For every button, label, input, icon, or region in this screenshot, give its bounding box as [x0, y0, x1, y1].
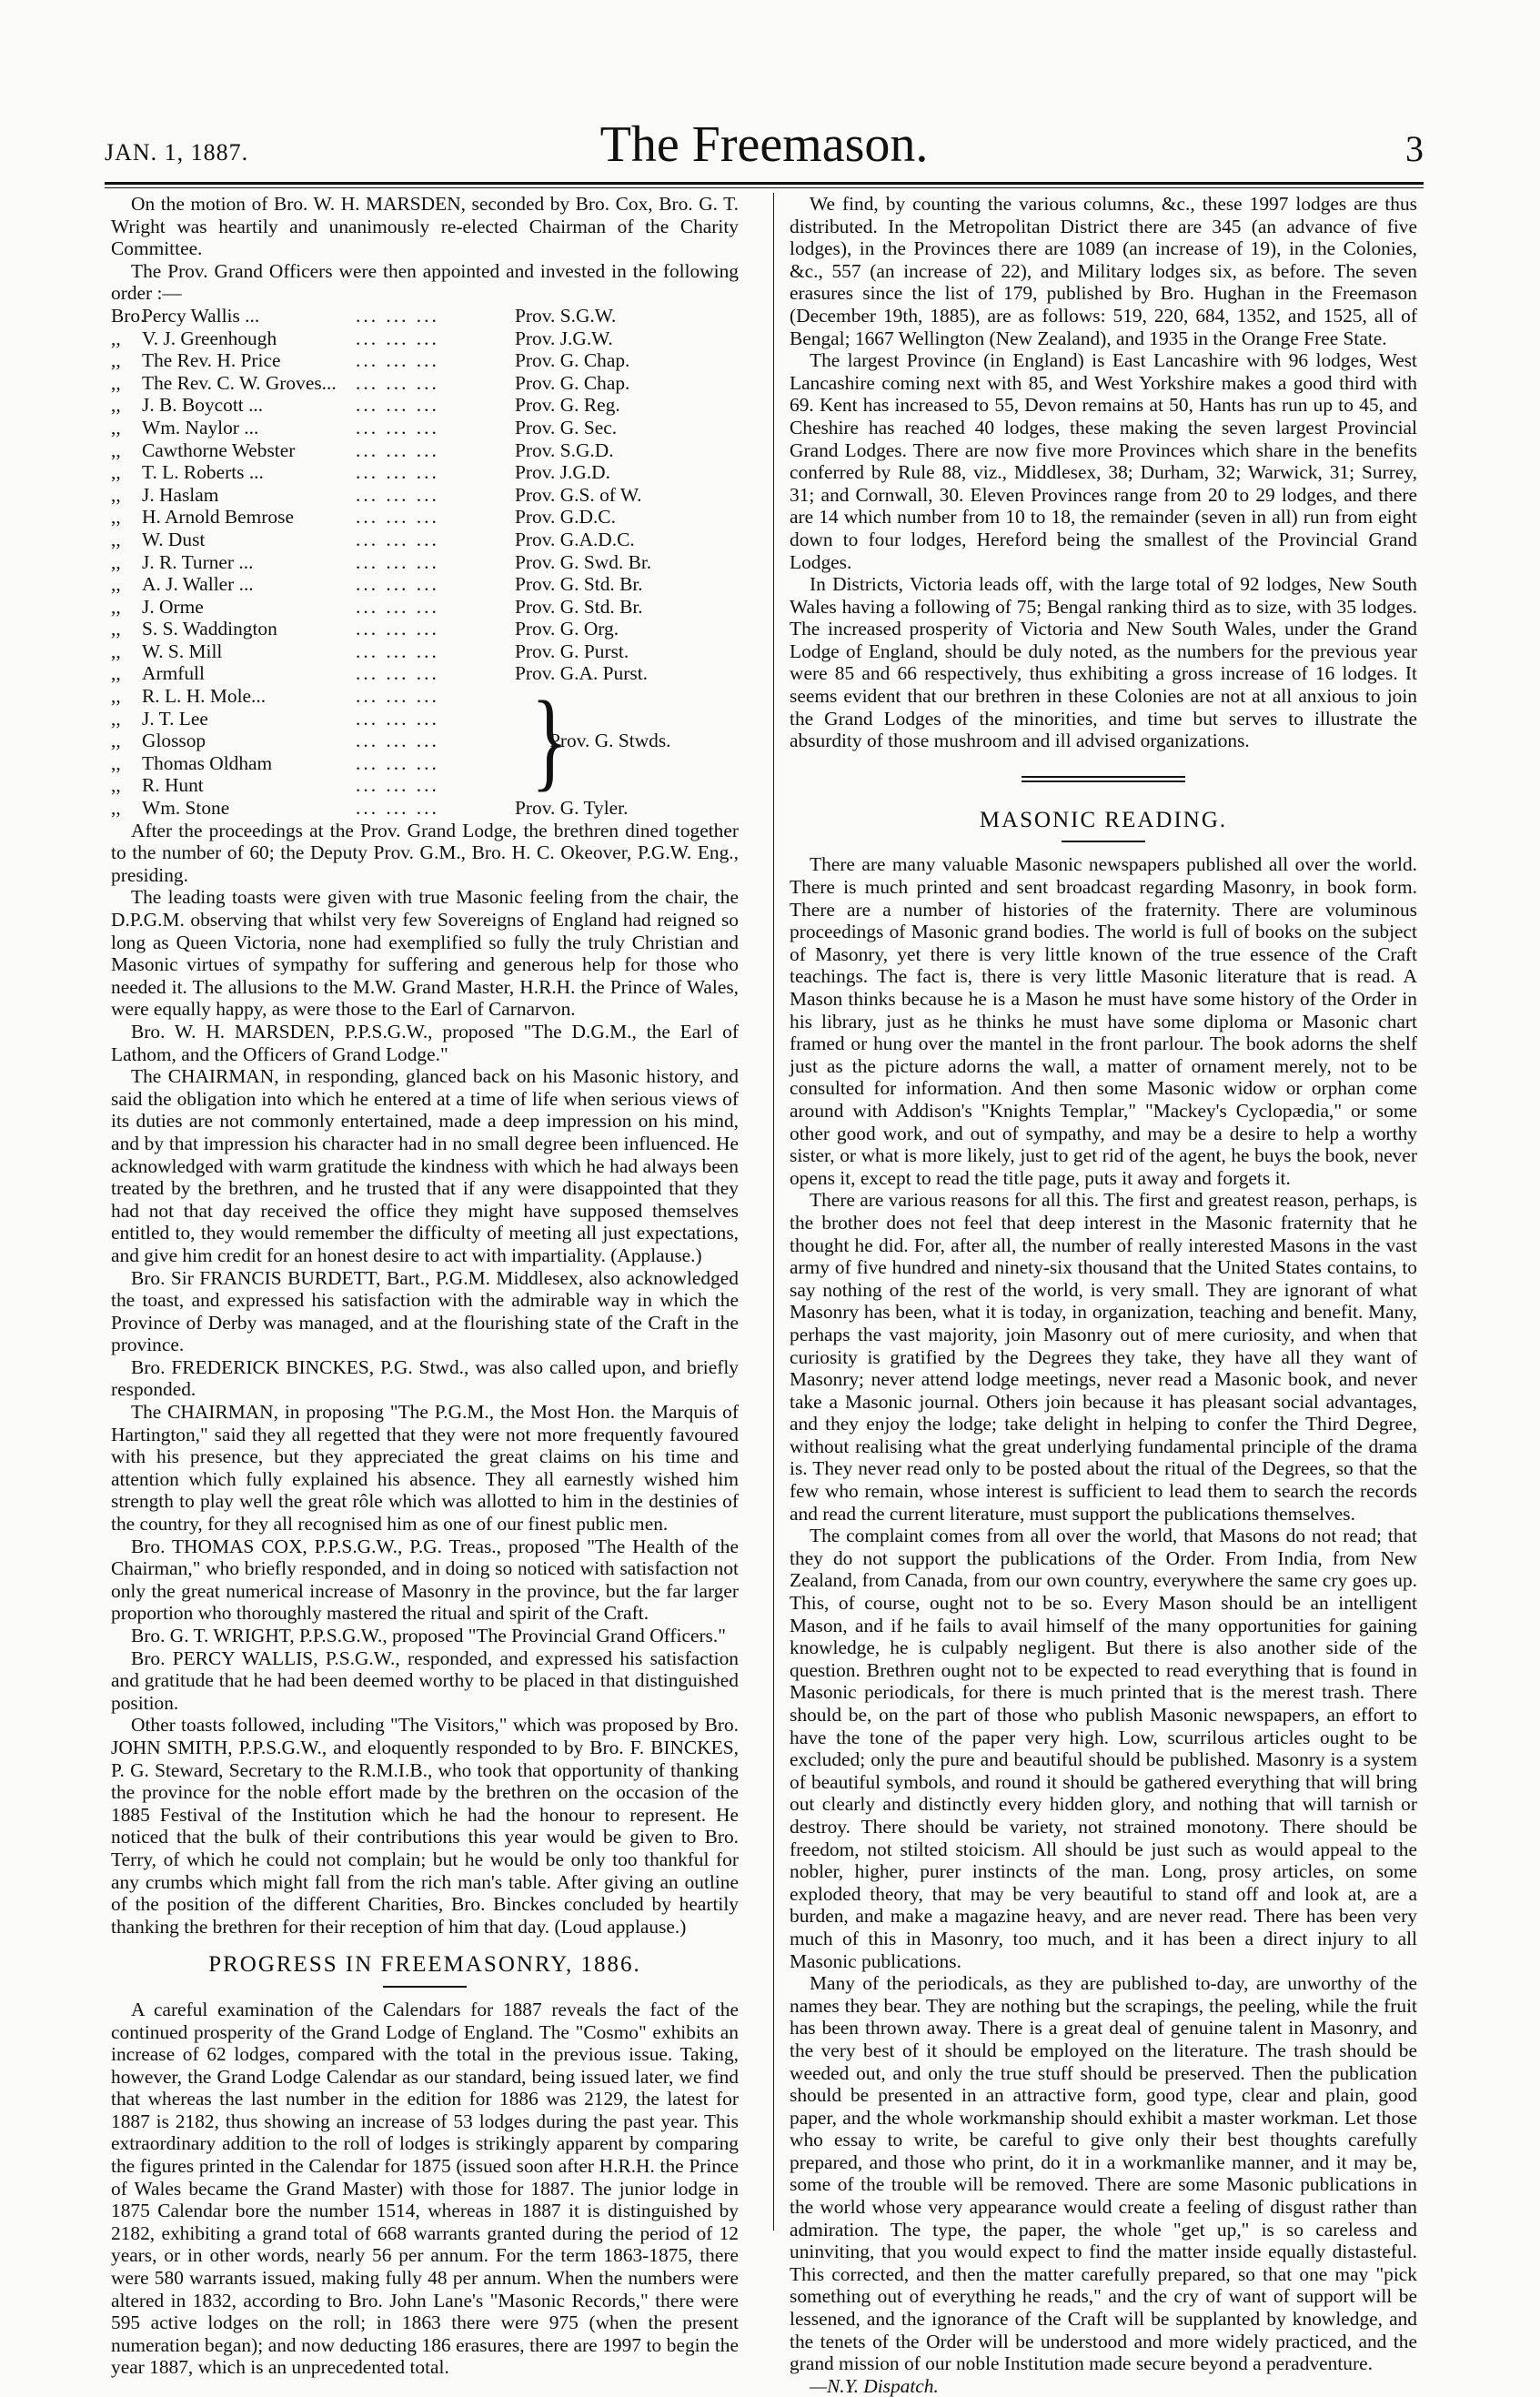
- ditto-mark: ,,: [111, 640, 121, 662]
- leader-dots: ... ... ...: [356, 640, 439, 662]
- header-rule-thin: [105, 187, 1424, 188]
- officer-name: The Rev. H. Price: [142, 349, 281, 372]
- officer-row: [111, 506, 739, 529]
- paragraph: In Districts, Victoria leads off, with the large total of 92 lodges, New South Wales having a following of 75; Bengal ranking third as to size, with 35 lodges. The increased prosperity of Victoria and New South Wales, under the Grand Lodge of England, should be duly noted, as the numbers for the previous year were 85 and 66 respectively, thus exhibiting a gross increase of 16 lodges. It seems evident that our brethren in these Colonies are not at all anxious to join the Grand Lodges of the minorities, and time but serves to illustrate the absurdity of those mushroom and ill advised organizations.: [790, 573, 1417, 752]
- leader-dots: ... ... ...: [356, 751, 439, 774]
- officer-row: [111, 774, 531, 797]
- ditto-mark: ,,: [111, 751, 121, 774]
- paragraph: On the motion of Bro. W. H. MARSDEN, seconded by Bro. Cox, Bro. G. T. Wright was heartily and unanimously re-elected Chairman of the Charity Committee.: [111, 193, 739, 260]
- leader-dots: ... ... ...: [356, 416, 439, 438]
- officer-row: [111, 551, 739, 574]
- officer-name: J. Haslam: [142, 483, 219, 506]
- officer-office: Prov. G.S. of W.: [515, 483, 642, 506]
- ditto-mark: ,,: [111, 416, 121, 438]
- issue-date: JAN. 1, 1887.: [105, 139, 249, 166]
- ditto-mark: ,,: [111, 506, 121, 529]
- paragraph: We find, by counting the various columns, &c., these 1997 lodges are thus distributed. In the Metropolitan District there are 345 (an advance of five lodges), in the Provinces there are 1089 (an increase of 19), in the Colonies, &c., 557 (an increase of 22), and Military lodges six, as before. The seven erasures since the list of 179, published by Bro. Hughan in the Freemason (December 19th, 1885), are as follows: 519, 220, 684, 1352, and 1525, all of Bengal; 1667 Wellington (New Zealand), and 1935 in the Orange Free State.: [790, 193, 1417, 349]
- ditto-mark: ,,: [111, 394, 121, 417]
- leader-dots: ... ... ...: [356, 506, 439, 529]
- leader-dots: ... ... ...: [356, 394, 439, 417]
- leader-dots: ... ... ...: [356, 371, 439, 394]
- ditto-mark: ,,: [111, 483, 121, 506]
- leader-dots: ... ... ...: [356, 349, 439, 372]
- officer-name: S. S. Waddington: [142, 618, 277, 640]
- officer-name: The Rev. C. W. Groves...: [142, 371, 337, 394]
- officer-row: [111, 685, 531, 708]
- officer-office: Prov. G. Org.: [515, 618, 619, 640]
- officer-name: T. L. Roberts ...: [142, 461, 264, 484]
- officer-name: W. Dust: [142, 528, 206, 550]
- ditto-mark: ,,: [111, 730, 121, 752]
- officer-row: [111, 417, 739, 439]
- paragraph: Bro. THOMAS COX, P.P.S.G.W., P.G. Treas., proposed "The Health of the Chairman," who briefly responded, and in doing so noticed with satisfaction not only the great numerical increase of Masonry in the province, but the far larger proportion who thoroughly mastered the ritual and spirit of the Craft.: [111, 1535, 739, 1625]
- page-number: 3: [1405, 128, 1424, 169]
- column-divider: [773, 193, 774, 2231]
- paragraph: The largest Province (in England) is East Lancashire with 96 lodges, West Lancashire coming next with 85, and West Yorkshire makes a good third with 69. Kent has increased to 55, Devon remains at 50, Hants has run up to 45, and Cheshire has reached 40 lodges, these making the seven largest Provincial Grand Lodges. There are now five more Provinces which share in the benefits conferred by Rule 88, viz., Middlesex, 38; Durham, 32; Warwick, 31; Surrey, 31; and Cornwall, 30. Eleven Provinces range from 20 to 29 lodges, and there are 14 which number from 10 to 18, the remainder (seven in all) run from eight down to four lodges, Hereford being the smallest of the Provincial Grand Lodges.: [790, 349, 1417, 573]
- paragraph: After the proceedings at the Prov. Grand Lodge, the brethren dined together to the number of 60; the Deputy Prov. G.M., Bro. H. C. Okeover, P.G.W. Eng., presiding.: [111, 819, 739, 886]
- ditto-mark: ,,: [111, 595, 121, 618]
- section-rule: [1062, 841, 1145, 842]
- ditto-mark: ,,: [111, 438, 121, 461]
- officer-name: Cawthorne Webster: [142, 438, 296, 461]
- leader-dots: ... ... ...: [356, 573, 439, 596]
- officer-row: [111, 573, 739, 596]
- ditto-mark: ,,: [111, 349, 121, 372]
- paragraph: The CHAIRMAN, in proposing "The P.G.M., the Most Hon. the Marquis of Hartington," said they all regetted that they were not more frequently favoured with his presence, but they appreciated the great claims on his time and attention which fully explained his absence. They all earnestly wished him strength to play well the great rôle which was allotted to him in the destinies of the country, for they all recognised him as one of our finest public men.: [111, 1401, 739, 1536]
- ditto-mark: ,,: [111, 461, 121, 484]
- officer-row: [111, 327, 739, 350]
- paragraph: The CHAIRMAN, in responding, glanced back on his Masonic history, and said the obligation into which he entered at a time of life when serious views of its duties are not commonly entertained, made a deep impression on his mind, and by that impression his character had in no small degree been influenced. He acknowledged with warm gratitude the kindness with which he had always been treated by the brethren, and he trusted that if any were disappointed that they had not that day received the office they might have supposed themselves entitled to, they would remember the difficulty of meeting all just expectations, and give him credit for an honest desire to act with impartiality. (Applause.): [111, 1065, 739, 1266]
- officer-row: [111, 529, 739, 551]
- officer-office: Prov. G.A. Purst.: [515, 662, 648, 685]
- paragraph: A careful examination of the Calendars for 1887 reveals the fact of the continued prosperity of the Grand Lodge of England. The "Cosmo" exhibits an increase of 62 lodges, compared with the total in the previous issue. Taking, however, the Grand Lodge Calendar as our standard, being issued later, we find that whereas the last number in the edition for 1886 was 2129, the latest for 1887 is 2182, thus showing an increase of 53 lodges during the past year. This extraordinary addition to the roll of lodges is strikingly apparent by comparing the figures printed in the Calendar for 1875 (issued soon after H.R.H. the Prince of Wales became the Grand Master) with those for 1887. The junior lodge in 1875 Calendar bore the number 1514, whereas in 1887 it is distinguished by 2182, exhibiting a grand total of 668 warrants granted during the period of 12 years, or in other words, nearly 56 per annum. For the term 1863-1875, there were 580 warrants issued, making fully 48 per annum. When the numbers were altered in 1832, according to Bro. John Lane's "Masonic Records," there were 595 active lodges on the roll; in 1863 there were 975 (when the present numeration began); and now deducting 186 erasures, there are 1997 to begin the year 1887, which is an unprecedented total.: [111, 1998, 739, 2379]
- leader-dots: ... ... ...: [356, 595, 439, 618]
- officer-name: V. J. Greenhough: [142, 327, 277, 349]
- leader-dots: ... ... ...: [356, 483, 439, 506]
- reading-heading: MASONIC READING.: [979, 807, 1228, 832]
- section-divider: [1022, 776, 1185, 782]
- officer-office: Prov. S.G.W.: [515, 304, 617, 327]
- ditto-mark: ,,: [111, 327, 121, 349]
- brace: }: [531, 679, 569, 802]
- paragraph: Bro. W. H. MARSDEN, P.P.S.G.W., proposed "The D.G.M., the Earl of Lathom, and the Officers of Grand Lodge.": [111, 1020, 739, 1065]
- leader-dots: ... ... ...: [356, 797, 439, 820]
- leader-dots: ... ... ...: [356, 618, 439, 640]
- officer-name: R. L. H. Mole...: [142, 685, 267, 708]
- officer-row: [111, 349, 739, 372]
- leader-dots: ... ... ...: [356, 327, 439, 349]
- paragraph: Bro. Sir FRANCIS BURDETT, Bart., P.G.M. Middlesex, also acknowledged the toast, and expressed his satisfaction with the admirable way in which the Province of Derby was managed, and at the flourishing state of the Craft in the province.: [111, 1266, 739, 1356]
- officer-office: Prov. G.A.D.C.: [515, 528, 635, 550]
- header-rule: [105, 182, 1424, 185]
- officer-office: Prov. G. Std. Br.: [515, 595, 643, 618]
- ditto-mark: ,,: [111, 618, 121, 640]
- officer-name: J. Orme: [142, 595, 204, 618]
- leader-dots: ... ... ...: [356, 550, 439, 573]
- leader-dots: ... ... ...: [356, 461, 439, 484]
- officer-row: [111, 752, 531, 775]
- paragraph: The leading toasts were given with true Masonic feeling from the chair, the D.P.G.M. observing that whilst very few Sovereigns of England had reigned so long as Queen Victoria, none had exemplified so fully the truly Christian and Masonic virtues of sympathy for suffering and generous help for those who needed it. The allusions to the M.W. Grand Master, H.R.H. the Prince of Wales, were equally happy, as were those to the Earl of Carnarvon.: [111, 886, 739, 1021]
- officer-name: Glossop: [142, 730, 206, 752]
- officer-name: H. Arnold Bemrose: [142, 506, 294, 529]
- paragraph: Bro. G. T. WRIGHT, P.P.S.G.W., proposed "The Provincial Grand Officers.": [131, 1625, 726, 1647]
- officer-name: Armfull: [142, 662, 205, 685]
- leader-dots: ... ... ...: [356, 662, 439, 685]
- officer-office: Prov. G. Purst.: [515, 640, 629, 662]
- officer-name: J. B. Boycott ...: [142, 394, 264, 417]
- page-header: [105, 114, 1424, 179]
- officer-name: J. T. Lee: [142, 707, 208, 730]
- signature: —N.Y. Dispatch.: [810, 2374, 939, 2397]
- leader-dots: ... ... ...: [356, 707, 439, 730]
- officer-office: Prov. G. Tyler.: [515, 797, 629, 820]
- officer-name: Thomas Oldham: [142, 751, 273, 774]
- ditto-mark: ,,: [111, 797, 121, 820]
- officer-name: J. R. Turner ...: [142, 550, 254, 573]
- officer-office: Prov. G. Chap.: [515, 371, 630, 394]
- paragraph: There are many valuable Masonic newspapers published all over the world. There is much printed and sent broadcast regarding Masonry, in book form. There are a number of histories of the fraternity. There are voluminous proceedings of Masonic grand bodies. The world is full of books on the subject of Masonry, yet there is very little known of the true essence of the Craft teachings. The fact is, there is very little Masonic literature that is read. A Mason thinks because he is a Mason he must have some history of the Order in his library, just as he thinks he must have some diploma or Masonic chart framed or hung over the mantel in the front parlour. The book adorns the shelf just as the picture adorns the wall, a matter of ornament merely, not to be consulted for information. And then some Masonic widow or orphan come around with Addison's "Knights Templar," "Mackey's Cyclopædia," or some other good work, and out of sympathy, and may be a desire to help a worthy sister, or what is more likely, just to get rid of the agent, he buys the book, never opens it, except to read the title page, puts it away and forgets it.: [790, 853, 1417, 1189]
- leader-dots: ... ... ...: [356, 730, 439, 752]
- officer-office: Prov. G.D.C.: [515, 506, 616, 529]
- officer-name: W. S. Mill: [142, 640, 223, 662]
- officer-name: Wm. Stone: [142, 797, 230, 820]
- officer-row: [111, 484, 739, 507]
- officer-office: Prov. J.G.D.: [515, 461, 610, 484]
- officers-list: [111, 305, 739, 820]
- officer-row: [111, 640, 739, 663]
- ditto-mark: ,,: [111, 550, 121, 573]
- left-column: [111, 193, 739, 2379]
- officer-row: [111, 662, 739, 685]
- officer-row: [111, 797, 739, 820]
- leader-dots: ... ... ...: [356, 528, 439, 550]
- officer-name: A. J. Waller ...: [142, 573, 254, 596]
- officer-row: [111, 618, 739, 640]
- ditto-mark: ,,: [111, 528, 121, 550]
- paragraph: Bro. FREDERICK BINCKES, P.G. Stwd., was also called upon, and briefly responded.: [111, 1355, 739, 1401]
- officer-name: Percy Wallis ...: [142, 304, 260, 327]
- stewards-group: [111, 679, 739, 802]
- officer-row: [111, 708, 531, 730]
- ditto-mark: ,,: [111, 371, 121, 394]
- ditto-mark: ,,: [111, 685, 121, 708]
- ditto-mark: Bro.: [111, 304, 146, 327]
- ditto-mark: ,,: [111, 774, 121, 797]
- right-column: [790, 193, 1417, 2397]
- officer-office: Prov. S.G.D.: [515, 438, 614, 461]
- officer-row: [111, 596, 739, 619]
- section-rule: [383, 1986, 467, 1988]
- paragraph: Other toasts followed, including "The Visitors," which was proposed by Bro. JOHN SMITH, P.P.S.G.W., and eloquently responded to by Bro. F. BINCKES, P. G. Steward, Secretary to the R.M.I.B., who took that opportunity of thanking the province for the noble effort made by the brethren on the occasion of the 1885 Festival of the Institution which he had the honour to represent. He noticed that the bulk of their contributions this year would be given to Bro. Terry, of which he could not complain; but he would be only too thankful for any crumbs which might fall from the rich man's table. After giving an outline of the position of the different Charities, Bro. Binckes concluded by heartily thanking the brethren for their reception of him that day. (Loud applause.): [111, 1714, 739, 1938]
- officer-row: [111, 372, 739, 395]
- officer-office: Prov. G. Chap.: [515, 349, 630, 372]
- officer-office: Prov. G. Stwds.: [549, 730, 671, 752]
- officer-office: Prov. J.G.W.: [515, 327, 613, 349]
- officer-office: Prov. G. Std. Br.: [515, 573, 643, 596]
- officer-row: [111, 439, 739, 462]
- leader-dots: ... ... ...: [356, 304, 439, 327]
- officer-office: Prov. G. Sec.: [515, 416, 618, 438]
- paragraph: Many of the periodicals, as they are published to-day, are unworthy of the names they bear. They are nothing but the scrapings, the peeling, while the fruit has been thrown away. There is a great deal of genuine talent in Masonry, and the very best of it should be employed on the literature. The trash should be weeded out, and only the true stuff should be preserved. Then the publication should be presented in an attractive form, good type, clear and plain, good paper, and the whole workmanship should exhibit a master workman. Let those who essay to write, be careful to give only their best thoughts carefully prepared, and those who print, do it in a workmanlike manner, and it may be, some of the trouble will be removed. There are some Masonic publications in the world whose very appearance would create a feeling of disgust rather than admiration. The type, the paper, the whole "get up," is so careless and uninviting, that you would expect to find the matter inside equally distasteful. This corrected, and then the matter carefully prepared, so that one may "pick something out of everything he reads," and the cry of want of support will be lessened, and the ignorance of the Craft will be supplanted by knowledge, and the tenets of the Order will be understood and more widely practiced, and the grand mission of our noble Institution made secure beyond a peradventure.: [790, 1972, 1417, 2375]
- officer-office: Prov. G. Reg.: [515, 394, 620, 417]
- officer-row: [111, 394, 739, 417]
- officer-name: R. Hunt: [142, 774, 204, 797]
- officer-row: [111, 730, 531, 752]
- officer-row: [111, 461, 739, 484]
- ditto-mark: ,,: [111, 573, 121, 596]
- officer-name: Wm. Naylor ...: [142, 416, 259, 438]
- leader-dots: ... ... ...: [356, 685, 439, 708]
- progress-heading: PROGRESS IN FREEMASONRY, 1886.: [208, 1952, 641, 1978]
- officer-office: Prov. G. Swd. Br.: [515, 550, 652, 573]
- masthead-title: The Freemason.: [599, 116, 929, 173]
- ditto-mark: ,,: [111, 707, 121, 730]
- ditto-mark: ,,: [111, 662, 121, 685]
- paragraph: There are various reasons for all this. The first and greatest reason, perhaps, is the brother does not feel that deep interest in the Masonic fraternity that he thought he did. For, after all, the number of really interested Masons in the vast army of five hundred and ninety-six thousand that the United States contains, to say nothing of the rest of the world, is very small. They are ignorant of what Masonry has been, what it is today, in organization, teaching and benefit. Many, perhaps the vast majority, join Masonry out of mere curiosity, and when that curiosity is gratified by the Degrees they take, they have all they want of Masonry; never attend lodge meetings, never read a Masonic book, and never take a Masonic journal. Others join because it has pleasant social advantages, and they enjoy the lodge; take delight in helping to confer the Third Degree, without realising what the great underlying fundamental principle of the drama is. They never read only to be posted about the ritual of the Degrees, so that the few who remain, whose interest is sufficient to lead them to search the records and read the current literature, must support the publications themselves.: [790, 1189, 1417, 1525]
- paragraph: The complaint comes from all over the world, that Masons do not read; that they do not support the publications of the Order. From India, from New Zealand, from Canada, from our own country, everywhere the same cry goes up. This, of course, ought not to be so. Every Mason should be an intelligent Mason, and if he fails to avail himself of the many opportunities for gaining knowledge, he is culpably negligent. But there is also another side of the question. Brethren ought not to be expected to read everything that is found in Masonic periodicals, for there is much printed that is the merest trash. There should be, on the part of those who publish Masonic newspapers, an effort to have the tone of the paper very high. Low, scurrilous articles ought to be excluded; only the pure and beautiful should be published. Masonry is a system of beautiful symbols, and round it should be gathered everything that will bring out clearly and distinctly every hidden glory, and nothing that will tarnish or destroy. There should be variety, not strained monotony. There should be freedom, not stilted stoicism. All should be just such as would appeal to the nobler, higher, purer instincts of the man. Long, prosy articles, on some exploded theory, that may be very beautiful to stand off and look at, are a burden, and make a magazine heavy, and are never read. There has been very much of this in Masonry, too much, and it has been a direct injury to all Masonic publications.: [790, 1525, 1417, 1972]
- officer-row: [111, 305, 739, 327]
- paragraph: Bro. PERCY WALLIS, P.S.G.W., responded, and expressed his satisfaction and gratitude that he had been deemed worthy to be placed in that distinguished position.: [111, 1647, 739, 1714]
- leader-dots: ... ... ...: [356, 774, 439, 797]
- paragraph: The Prov. Grand Officers were then appointed and invested in the following order :—: [111, 259, 739, 305]
- leader-dots: ... ... ...: [356, 438, 439, 461]
